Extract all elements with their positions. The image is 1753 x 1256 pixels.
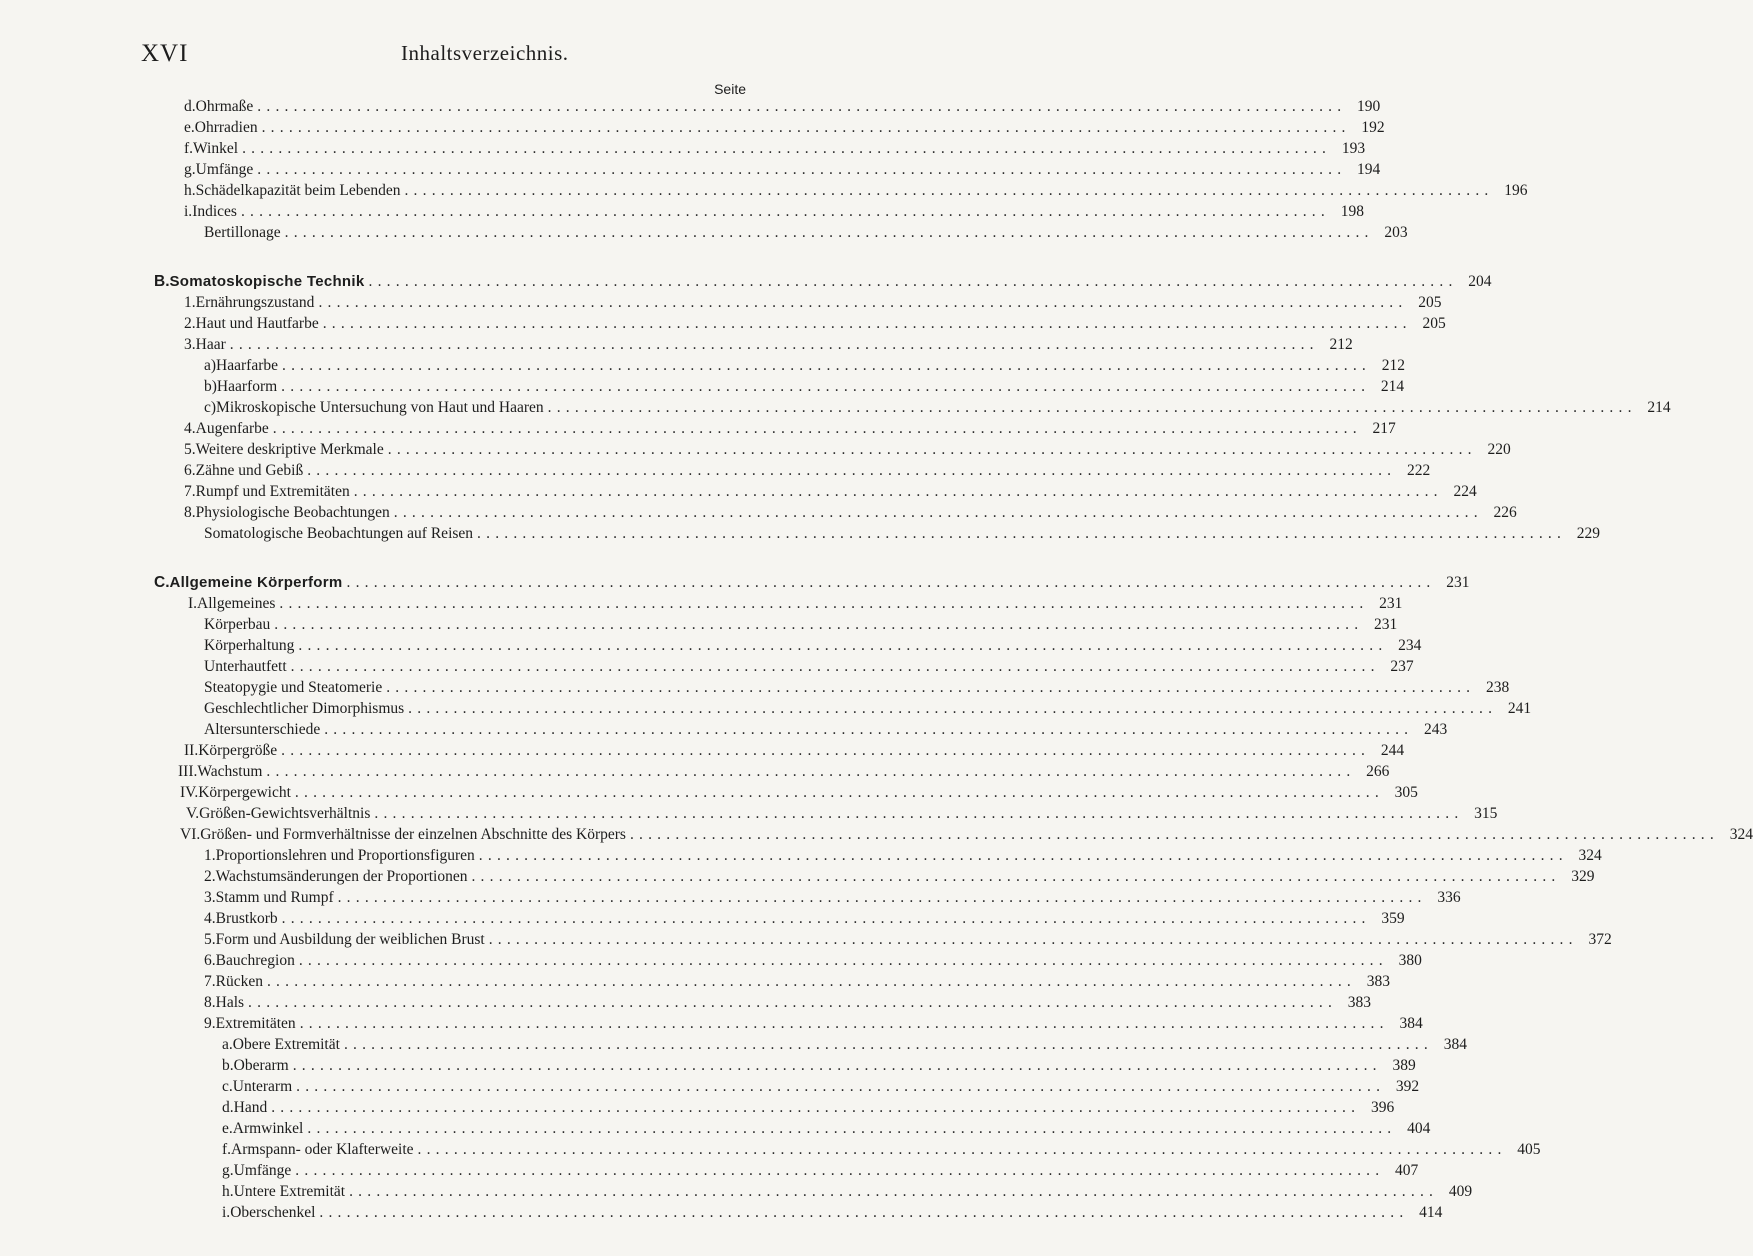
toc-entry: [184, 292, 1442, 313]
toc-entry-number: h.: [222, 1183, 234, 1200]
toc-entry-page: 229: [1576, 525, 1601, 542]
dot-leader: ........................................................................................................................: [290, 658, 1380, 675]
toc-entry: [184, 117, 1385, 138]
toc-entry-title: Umfänge: [195, 161, 254, 178]
toc-entry-page: 231: [1374, 616, 1398, 633]
toc-entry: [204, 950, 1422, 971]
dot-leader: ........................................................................................................................: [374, 805, 1464, 822]
toc-entry-title: Somatologische Beobachtungen auf Reisen: [204, 525, 474, 542]
dot-leader: ........................................................................................................................: [319, 1204, 1409, 1221]
dot-leader: ........................................................................................................................: [324, 721, 1414, 738]
toc-entry-page: 238: [1485, 679, 1510, 696]
dot-leader: ........................................................................................................................: [478, 847, 1568, 864]
toc-entry-page: 324: [1578, 847, 1602, 864]
toc-entry: [204, 698, 1532, 719]
dot-leader: ........................................................................................................................: [294, 784, 1384, 801]
toc-entry: [204, 992, 1372, 1013]
dot-leader: ........................................................................................................................: [292, 1057, 1382, 1074]
dot-leader: ........................................................................................................................: [261, 119, 1351, 136]
toc-entry-number: d.: [222, 1099, 234, 1116]
toc-entry-number: b): [204, 378, 217, 395]
toc-entry-page: 193: [1341, 140, 1366, 157]
toc-entry: [178, 761, 1390, 782]
toc-entry-number: V.: [186, 805, 200, 822]
toc-entry-title: Augenfarbe: [195, 420, 269, 437]
dot-leader: ........................................................................................................................: [266, 763, 1356, 780]
toc-entry-title: Rücken: [215, 973, 263, 990]
toc-entry-page: 329: [1571, 868, 1595, 885]
toc-entry-page: 234: [1398, 637, 1422, 654]
toc-entry-title: Ohrmaße: [195, 98, 254, 115]
toc-entry-title: Indices: [192, 203, 237, 220]
dot-leader: ........................................................................................................................: [408, 700, 1498, 717]
toc-entry-title: Oberschenkel: [230, 1204, 316, 1221]
dot-leader: ........................................................................................................................: [271, 1099, 1361, 1116]
dot-leader: ........................................................................................................................: [281, 910, 1371, 927]
toc-entry-number: 4.: [184, 420, 196, 437]
dot-leader: ........................................................................................................................: [349, 1183, 1439, 1200]
toc-entry-page: 244: [1380, 742, 1405, 759]
toc-entry-title: Haarform: [216, 378, 278, 395]
toc-entry-title: Körperbau: [204, 616, 271, 633]
dot-leader: ........................................................................................................................: [282, 357, 1371, 374]
toc-entry-number: 2.: [204, 868, 216, 885]
toc-entry: [204, 719, 1448, 740]
toc-entry-number: 9.: [204, 1015, 216, 1032]
toc-entry-title: Haut und Hautfarbe: [195, 315, 319, 332]
toc-entry-page: 198: [1340, 203, 1364, 220]
dot-leader: ........................................................................................................................: [471, 868, 1561, 885]
toc-entry-page: 192: [1361, 119, 1385, 136]
toc-entry-number: 8.: [204, 994, 216, 1011]
toc-entry-number: 3.: [204, 889, 216, 906]
toc-entry-title: Ohrradien: [194, 119, 258, 136]
toc-entry-title: Körperhaltung: [204, 637, 295, 654]
toc-entry: [184, 502, 1517, 523]
dot-leader: ........................................................................................................................: [387, 441, 1477, 458]
dot-leader: ........................................................................................................................: [629, 826, 1719, 843]
toc-entry-page: 383: [1347, 994, 1372, 1011]
dot-leader: ........................................................................................................................: [298, 952, 1388, 969]
toc-entry-title: Untere Extremität: [233, 1183, 346, 1200]
toc-entry-title: Weitere deskriptive Merkmale: [195, 441, 384, 458]
toc-entry-title: Altersunterschiede: [204, 721, 321, 738]
toc-entry: [184, 740, 1405, 761]
toc-entry: [184, 418, 1396, 439]
toc-entry: [204, 929, 1612, 950]
toc-entry-title: Wachstum: [197, 763, 263, 780]
toc-entry-title: Unterhautfett: [204, 658, 287, 675]
toc-entry-page: 217: [1372, 420, 1396, 437]
toc-entry-title: Mikroskopische Untersuchung von Haut und Haaren: [216, 399, 544, 416]
toc-entry-page: 190: [1357, 98, 1381, 115]
dot-leader: ........................................................................................................................: [257, 161, 1347, 178]
toc-entry-page: 372: [1588, 931, 1612, 948]
toc-entry-title: Somatoskopische Technik: [169, 273, 365, 290]
dot-leader: ........................................................................................................................: [284, 224, 1374, 241]
toc-entry-page: 241: [1507, 700, 1532, 717]
toc-entry: [204, 845, 1602, 866]
dot-leader: ........................................................................................................................: [547, 399, 1637, 416]
toc-entry-number: IV.: [180, 784, 199, 801]
toc-entry: [184, 481, 1477, 502]
toc-entry: [186, 803, 1498, 824]
toc-entry: [204, 971, 1390, 992]
toc-entry-page: 214: [1380, 378, 1405, 395]
toc-entry: [184, 313, 1446, 334]
toc-entry-number: VI.: [180, 826, 201, 843]
toc-entry: [204, 397, 1671, 418]
dot-leader: ........................................................................................................................: [346, 574, 1436, 591]
toc-entry-page: 389: [1392, 1057, 1416, 1074]
toc-entry-page: 194: [1357, 161, 1381, 178]
toc-entry-title: Allgemeine Körperform: [169, 574, 343, 591]
toc-entry: [222, 1160, 1419, 1181]
dot-leader: ........................................................................................................................: [318, 294, 1408, 311]
dot-leader: ........................................................................................................................: [257, 98, 1347, 115]
toc-entry-number: C.: [154, 574, 170, 591]
toc-entry-page: 396: [1370, 1099, 1395, 1116]
toc-entry-page: 214: [1647, 399, 1671, 416]
toc-entry: [204, 376, 1405, 397]
toc-entry-number: 1.: [204, 847, 216, 864]
toc-entry: [222, 1097, 1395, 1118]
toc-entry: [222, 1055, 1416, 1076]
page-number: XVI: [141, 40, 189, 67]
toc-entry-number: 7.: [204, 973, 216, 990]
toc-entry-number: B.: [154, 273, 170, 290]
toc-entry-page: 212: [1329, 336, 1353, 353]
toc-entry-title: Ernährungszustand: [195, 294, 315, 311]
toc-entry-title: Haar: [195, 336, 226, 353]
toc-entry-title: Armwinkel: [232, 1120, 304, 1137]
toc-entry: [184, 201, 1364, 222]
toc-entry-page: 243: [1423, 721, 1448, 738]
toc-entry-title: Armspann- oder Klafterweite: [231, 1141, 414, 1158]
toc-entry: [204, 908, 1405, 929]
toc-entry: [222, 1202, 1443, 1223]
toc-entry-number: 5.: [184, 441, 196, 458]
dot-leader: ........................................................................................................................: [343, 1036, 1433, 1053]
toc-entry-title: Oberarm: [233, 1057, 289, 1074]
toc-entry-page: 384: [1443, 1036, 1467, 1053]
toc-entry-title: Geschlechtlicher Dimorphismus: [204, 700, 405, 717]
toc-entry-page: 220: [1487, 441, 1511, 458]
dot-leader: ........................................................................................................................: [299, 1015, 1389, 1032]
toc-entry-number: a.: [222, 1036, 233, 1053]
toc-entry-title: Stamm und Rumpf: [215, 889, 334, 906]
toc-entry-page: 205: [1418, 294, 1442, 311]
toc-entry-page: 380: [1398, 952, 1422, 969]
toc-entry-number: f.: [184, 140, 194, 157]
dot-leader: ........................................................................................................................: [229, 336, 1319, 353]
toc-entry-number: d.: [184, 98, 196, 115]
toc-entry: [188, 593, 1403, 614]
dot-leader: ........................................................................................................................: [368, 273, 1458, 290]
toc-entry-number: e.: [222, 1120, 233, 1137]
toc-entry-title: Rumpf und Extremitäten: [195, 483, 350, 500]
toc-entry-number: e.: [184, 119, 195, 136]
toc-entry-number: I.: [188, 595, 198, 612]
dot-leader: ........................................................................................................................: [296, 1078, 1386, 1095]
toc-entry: [204, 355, 1405, 376]
toc-entry: [180, 824, 1753, 845]
toc-entry-page: 231: [1379, 595, 1403, 612]
toc-entry-title: Haarfarbe: [216, 357, 278, 374]
toc-entry-title: Steatopygie und Steatomerie: [204, 679, 383, 696]
toc-entry-title: Schädelkapazität beim Lebenden: [195, 182, 401, 199]
toc-entry: [184, 180, 1528, 201]
toc-entry-title: Obere Extremität: [232, 1036, 340, 1053]
toc-entry-title: Brustkorb: [215, 910, 278, 927]
toc-entry-title: Form und Ausbildung der weiblichen Brust: [215, 931, 485, 948]
toc-entry: [180, 782, 1418, 803]
toc-entry: [204, 1013, 1423, 1034]
toc-entry-page: 305: [1394, 784, 1418, 801]
toc-entry-title: Proportionslehren und Proportionsfiguren: [215, 847, 475, 864]
toc-entry: [184, 159, 1381, 180]
toc-entry-title: Physiologische Beobachtungen: [195, 504, 390, 521]
dot-leader: ........................................................................................................................: [307, 462, 1397, 479]
toc-entry: [204, 656, 1414, 677]
toc-entry: [222, 1181, 1473, 1202]
toc-entry-number: c): [204, 399, 217, 416]
dot-leader: ........................................................................................................................: [242, 140, 1332, 157]
toc-entry-page: 336: [1437, 889, 1461, 906]
toc-entry-number: 6.: [184, 462, 196, 479]
dot-leader: ........................................................................................................................: [266, 973, 1356, 990]
toc-section-heading: [154, 572, 1470, 593]
toc-entry-page: 324: [1729, 826, 1753, 843]
toc-entry-page: 231: [1446, 574, 1470, 591]
toc-entry-page: 383: [1366, 973, 1390, 990]
toc-entry-page: 204: [1468, 273, 1492, 290]
toc-entry-page: 226: [1493, 504, 1517, 521]
toc-entry-number: 8.: [184, 504, 196, 521]
toc-entry-title: Größen-Gewichtsverhältnis: [199, 805, 371, 822]
toc-entry: [184, 439, 1511, 460]
toc-entry-title: Bauchregion: [215, 952, 295, 969]
toc-entry-page: 222: [1406, 462, 1431, 479]
dot-leader: ........................................................................................................................: [386, 679, 1476, 696]
toc-entry-number: 5.: [204, 931, 216, 948]
dot-leader: ........................................................................................................................: [298, 637, 1388, 654]
toc-entry: [204, 635, 1422, 656]
toc-entry: [222, 1076, 1420, 1097]
toc-entry: [204, 677, 1510, 698]
toc-entry-page: 237: [1390, 658, 1414, 675]
toc-entry: [184, 334, 1353, 355]
toc-entry: [222, 1139, 1541, 1160]
toc-entry: [204, 887, 1461, 908]
toc-entry-title: Hals: [215, 994, 245, 1011]
toc-entry-number: h.: [184, 182, 196, 199]
toc-entry-title: Körpergewicht: [198, 784, 291, 801]
toc-entry-number: i.: [222, 1204, 231, 1221]
toc-entry-page: 212: [1381, 357, 1405, 374]
toc-entry: [204, 614, 1398, 635]
toc-entry-title: Umfänge: [233, 1162, 292, 1179]
toc-entry-page: 196: [1504, 182, 1528, 199]
toc-entry-page: 224: [1453, 483, 1477, 500]
toc-entry: [184, 138, 1366, 159]
dot-leader: ........................................................................................................................: [274, 616, 1364, 633]
dot-leader: ........................................................................................................................: [353, 483, 1443, 500]
dot-leader: ........................................................................................................................: [295, 1162, 1385, 1179]
dot-leader: ........................................................................................................................: [404, 182, 1494, 199]
dot-leader: ........................................................................................................................: [477, 525, 1567, 542]
toc-entry-number: 4.: [204, 910, 216, 927]
toc-entry-number: 2.: [184, 315, 196, 332]
toc-entry-page: 392: [1395, 1078, 1420, 1095]
dot-leader: ........................................................................................................................: [281, 742, 1371, 759]
dot-leader: ........................................................................................................................: [272, 420, 1362, 437]
toc-entry-title: Hand: [233, 1099, 268, 1116]
toc-section-heading: [154, 271, 1492, 292]
toc-entry-title: Zähne und Gebiß: [195, 462, 304, 479]
dot-leader: ........................................................................................................................: [279, 595, 1369, 612]
toc-entry-page: 407: [1395, 1162, 1419, 1179]
toc-entry-number: i.: [184, 203, 193, 220]
toc-entry-page: 359: [1381, 910, 1405, 927]
toc-entry-number: II.: [184, 742, 199, 759]
toc-entry: [204, 222, 1408, 243]
toc-entry-number: 3.: [184, 336, 196, 353]
toc-entry: [222, 1034, 1467, 1055]
toc-entry-title: Winkel: [193, 140, 239, 157]
toc-entry-number: g.: [184, 161, 196, 178]
toc-entry-number: f.: [222, 1141, 232, 1158]
dot-leader: ........................................................................................................................: [240, 203, 1330, 220]
toc-entry-title: Unterarm: [232, 1078, 293, 1095]
page-column-label: Seite: [714, 81, 746, 97]
toc-entry-page: 384: [1399, 1015, 1423, 1032]
toc-entry-number: b.: [222, 1057, 234, 1074]
toc-entry-title: Körpergröße: [198, 742, 278, 759]
toc-entry-title: Bertillonage: [204, 224, 281, 241]
dot-leader: ........................................................................................................................: [281, 378, 1371, 395]
toc-entry-number: c.: [222, 1078, 233, 1095]
toc-entry-number: 6.: [204, 952, 216, 969]
toc-entry-number: g.: [222, 1162, 234, 1179]
toc-entry-page: 409: [1448, 1183, 1473, 1200]
toc-entry-title: Wachstumsänderungen der Proportionen: [215, 868, 468, 885]
toc-entry: [184, 460, 1431, 481]
toc-entry-page: 405: [1517, 1141, 1541, 1158]
toc-entry-page: 203: [1384, 224, 1408, 241]
toc-entry-page: 266: [1366, 763, 1390, 780]
toc-entry-page: 414: [1419, 1204, 1443, 1221]
toc-entry-page: 315: [1474, 805, 1498, 822]
toc-entry-number: 7.: [184, 483, 196, 500]
dot-leader: ........................................................................................................................: [417, 1141, 1507, 1158]
page-title: Inhaltsverzeichnis.: [401, 41, 569, 65]
toc-entry-number: III.: [178, 763, 198, 780]
dot-leader: ........................................................................................................................: [393, 504, 1483, 521]
toc-entry-title: Größen- und Formverhältnisse der einzelnen Abschnitte des Körpers: [200, 826, 626, 843]
dot-leader: ........................................................................................................................: [337, 889, 1427, 906]
toc-entry: [184, 96, 1381, 117]
toc-entry-page: 205: [1422, 315, 1446, 332]
toc-entry: [204, 523, 1601, 544]
toc-entry: [204, 866, 1595, 887]
dot-leader: ........................................................................................................................: [248, 994, 1338, 1011]
toc-entry-page: 404: [1407, 1120, 1431, 1137]
toc-entry-number: 1.: [184, 294, 196, 311]
toc-entry-number: a): [204, 357, 217, 374]
toc-entry: [222, 1118, 1431, 1139]
toc-entry-title: Extremitäten: [215, 1015, 296, 1032]
dot-leader: ........................................................................................................................: [488, 931, 1578, 948]
toc-entry-title: Allgemeines: [197, 595, 276, 612]
dot-leader: ........................................................................................................................: [307, 1120, 1397, 1137]
dot-leader: ........................................................................................................................: [322, 315, 1412, 332]
